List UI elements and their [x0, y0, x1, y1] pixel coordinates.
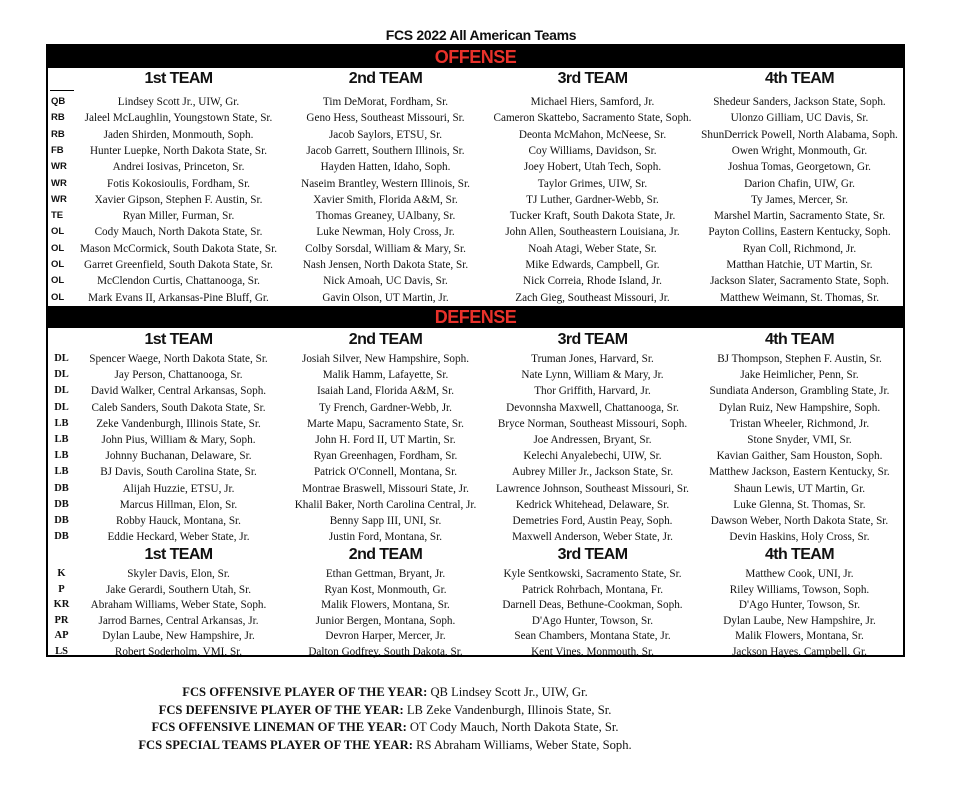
player-cell: Sundiata Anderson, Grambling State, Jr.: [709, 385, 890, 398]
player-cell: Joe Andressen, Bryant, Sr.: [533, 434, 652, 446]
player-cell: Jay Person, Chattanooga, Sr.: [114, 369, 243, 382]
player-cell: Justin Ford, Montana, Sr.: [328, 531, 443, 544]
team-header-1: 1st TEAM: [144, 546, 213, 563]
player-cell: Kent Vines, Monmouth, Sr.: [531, 646, 654, 658]
player-cell: Patrick O'Connell, Montana, Sr.: [313, 466, 458, 479]
position-label: LB: [54, 434, 69, 445]
player-cell: Jaleel McLaughlin, Youngstown State, Sr.: [84, 112, 273, 125]
position-label: DB: [54, 482, 69, 494]
player-cell: John Allen, Southeastern Louisiana, Jr.: [505, 226, 680, 239]
player-cell: BJ Davis, South Carolina State, Sr.: [100, 466, 257, 479]
player-cell: Michael Hiers, Samford, Jr.: [530, 96, 655, 108]
table-row: [48, 241, 903, 257]
player-cell: Bryce Norman, Southeast Missouri, Soph.: [497, 417, 688, 430]
player-cell: Mark Evans II, Arkansas-Pine Bluff, Gr.: [88, 291, 269, 304]
player-cell: Dalton Godfrey, South Dakota, Sr.: [308, 646, 463, 658]
player-cell: Sean Chambers, Montana State, Jr.: [514, 630, 671, 643]
player-cell: Cody Mauch, North Dakota State, Sr.: [94, 226, 263, 239]
position-label: OL: [51, 226, 65, 238]
position-label: DB: [54, 515, 69, 526]
position-label: TE: [51, 210, 64, 222]
position-label: DL: [54, 369, 69, 381]
table-row: [48, 383, 903, 399]
player-cell: Matthew Weimann, St. Thomas, Sr.: [719, 291, 880, 304]
award-label: FCS OFFENSIVE LINEMAN OF THE YEAR:: [151, 720, 407, 734]
table-row: [48, 94, 903, 110]
player-cell: Jarrod Barnes, Central Arkansas, Jr.: [98, 614, 259, 627]
player-cell: Truman Jones, Harvard, Sr.: [531, 353, 654, 365]
player-cell: Spencer Waege, North Dakota State, Sr.: [89, 353, 268, 365]
team-header-3: 3rd TEAM: [557, 331, 628, 348]
player-cell: Kelechi Anyalebechi, UIW, Sr.: [523, 450, 662, 463]
player-cell: Fotis Kokosioulis, Fordham, Sr.: [107, 177, 250, 190]
player-cell: Nash Jensen, North Dakota State, Sr.: [302, 259, 469, 271]
player-cell: Marcus Hillman, Elon, Sr.: [119, 498, 238, 511]
award-winner: LB Zeke Vandenburgh, Illinois State, Sr.: [406, 702, 612, 717]
table-row: [48, 481, 903, 497]
award-winner: RS Abraham Williams, Weber State, Soph.: [416, 737, 632, 752]
player-cell: Shedeur Sanders, Jackson State, Soph.: [713, 96, 886, 108]
table-row: [48, 513, 903, 529]
position-label: RB: [51, 128, 65, 140]
table-row: [48, 448, 903, 464]
player-cell: Nick Correia, Rhode Island, Jr.: [523, 275, 662, 288]
player-cell: Jacob Garrett, Southern Illinois, Sr.: [306, 144, 465, 157]
position-label: WR: [51, 193, 67, 205]
player-cell: Josiah Silver, New Hampshire, Soph.: [301, 353, 470, 365]
player-cell: Johnny Buchanan, Delaware, Sr.: [105, 450, 252, 463]
player-cell: Dylan Laube, New Hampshire, Jr.: [723, 614, 876, 627]
table-row: [48, 273, 903, 289]
player-cell: Skyler Davis, Elon, Sr.: [127, 568, 230, 580]
award-line: [0, 702, 770, 720]
player-cell: Jake Gerardi, Southern Utah, Sr.: [105, 583, 252, 596]
table-row: [48, 290, 903, 306]
player-cell: Ryan Miller, Furman, Sr.: [122, 210, 235, 223]
player-cell: Joshua Tomas, Georgetown, Gr.: [728, 161, 871, 174]
player-cell: Aubrey Miller Jr., Jackson State, Sr.: [511, 466, 674, 479]
player-cell: Ty French, Gardner-Webb, Jr.: [319, 401, 452, 414]
position-label: PR: [54, 614, 69, 626]
team-header-3: 3rd TEAM: [557, 546, 628, 563]
player-cell: Kyle Sentkowski, Sacramento State, Sr.: [503, 568, 682, 580]
player-cell: Cameron Skattebo, Sacramento State, Soph.: [493, 112, 692, 125]
player-cell: Mason McCormick, South Dakota State, Sr.: [79, 242, 277, 255]
player-cell: Marshel Martin, Sacramento State, Sr.: [713, 210, 886, 223]
position-label: AP: [54, 630, 69, 642]
position-label: FB: [51, 144, 64, 156]
player-cell: Benny Sapp III, UNI, Sr.: [329, 515, 442, 527]
position-label: OL: [51, 259, 65, 270]
player-cell: Kedrick Whitehead, Delaware, Sr.: [515, 498, 670, 511]
player-cell: Coy Williams, Davidson, Sr.: [528, 144, 657, 157]
player-cell: Nate Lynn, William & Mary, Jr.: [521, 369, 664, 382]
player-cell: Devin Haskins, Holy Cross, Sr.: [729, 531, 870, 544]
player-cell: Luke Newman, Holy Cross, Jr.: [316, 226, 455, 239]
position-label: DB: [54, 498, 69, 510]
player-cell: Patrick Rohrbach, Montana, Fr.: [521, 583, 664, 596]
player-cell: Dylan Ruiz, New Hampshire, Soph.: [718, 401, 881, 414]
player-cell: Nick Amoah, UC Davis, Sr.: [323, 275, 448, 288]
table-row: [48, 400, 903, 416]
table-row: [48, 159, 903, 175]
award-line: [0, 737, 770, 755]
player-cell: Thor Griffith, Harvard, Jr.: [534, 385, 651, 398]
table-row: [48, 529, 903, 545]
player-cell: Deonta McMahon, McNeese, Sr.: [518, 128, 667, 141]
player-cell: Kavian Gaither, Sam Houston, Soph.: [716, 450, 883, 463]
page-title: FCS 2022 All American Teams: [385, 27, 577, 43]
player-cell: Shaun Lewis, UT Martin, Gr.: [733, 482, 866, 495]
player-cell: Thomas Greaney, UAlbany, Sr.: [315, 210, 456, 223]
player-cell: Colby Sorsdal, William & Mary, Sr.: [305, 242, 466, 255]
team-header-2: 2nd TEAM: [348, 546, 423, 563]
team-header-4: 4th TEAM: [765, 331, 834, 348]
player-cell: Matthew Cook, UNI, Jr.: [745, 568, 854, 580]
table-row: [48, 127, 903, 143]
player-cell: Jake Heimlicher, Penn, Sr.: [740, 369, 859, 382]
player-cell: Demetries Ford, Austin Peay, Soph.: [512, 515, 673, 527]
team-header-4: 4th TEAM: [765, 70, 834, 87]
player-cell: TJ Luther, Gardner-Webb, Sr.: [526, 193, 659, 206]
table-row: [48, 143, 903, 159]
player-cell: Darnell Deas, Bethune-Cookman, Soph.: [502, 599, 683, 612]
player-cell: Isaiah Land, Florida A&M, Sr.: [316, 385, 455, 398]
player-cell: Garret Greenfield, South Dakota State, Sr.: [84, 259, 273, 271]
player-cell: Noah Atagi, Weber State, Sr.: [528, 242, 657, 255]
table-row: [48, 613, 903, 629]
position-label: RB: [51, 112, 65, 124]
player-cell: Devonnsha Maxwell, Chattanooga, Sr.: [506, 401, 679, 414]
player-cell: Lindsey Scott Jr., UIW, Gr.: [117, 96, 240, 108]
position-column-rule: [50, 90, 74, 91]
player-cell: Jackson Hayes, Campbell, Gr.: [732, 646, 867, 658]
defense-team-headers: [48, 331, 903, 349]
player-cell: Owen Wright, Monmouth, Gr.: [731, 144, 868, 157]
position-label: P: [58, 583, 65, 595]
team-header-4: 4th TEAM: [765, 546, 834, 563]
team-header-3: 3rd TEAM: [557, 70, 628, 87]
table-row: [48, 367, 903, 383]
table-row: [48, 644, 903, 660]
team-header-1: 1st TEAM: [144, 70, 213, 87]
table-row: [48, 597, 903, 613]
player-cell: Marte Mapu, Sacramento State, Sr.: [307, 417, 464, 430]
player-cell: John H. Ford II, UT Martin, Sr.: [315, 434, 456, 446]
special-team-headers: [48, 546, 903, 564]
player-cell: Luke Glenna, St. Thomas, Sr.: [733, 498, 866, 511]
table-row: [48, 351, 903, 367]
player-cell: Robert Soderholm, VMI, Sr.: [114, 646, 243, 658]
player-cell: Ryan Kost, Monmouth, Gr.: [324, 583, 447, 596]
table-row: [48, 224, 903, 240]
player-cell: Xavier Gipson, Stephen F. Austin, Sr.: [94, 193, 263, 206]
player-cell: Dawson Weber, North Dakota State, Sr.: [710, 515, 889, 527]
player-cell: Malik Hamm, Lafayette, Sr.: [322, 369, 449, 382]
player-cell: John Pius, William & Mary, Soph.: [101, 434, 256, 446]
position-label: LS: [55, 646, 68, 657]
table-row: [48, 257, 903, 273]
award-label: FCS SPECIAL TEAMS PLAYER OF THE YEAR:: [138, 737, 413, 752]
player-cell: Andrei Iosivas, Princeton, Sr.: [112, 161, 245, 174]
player-cell: David Walker, Central Arkansas, Soph.: [90, 385, 267, 398]
award-winner: QB Lindsey Scott Jr., UIW, Gr.: [430, 685, 588, 699]
player-cell: ShunDerrick Powell, North Alabama, Soph.: [701, 128, 898, 141]
player-cell: Lawrence Johnson, Southeast Missouri, Sr.: [496, 482, 689, 495]
player-cell: Ryan Greenhagen, Fordham, Sr.: [313, 450, 458, 463]
player-cell: D'Ago Hunter, Towson, Sr.: [738, 599, 861, 612]
position-label: QB: [51, 96, 66, 107]
award-line: [0, 719, 770, 737]
player-cell: McClendon Curtis, Chattanooga, Sr.: [97, 275, 260, 288]
player-cell: Ethan Gettman, Bryant, Jr.: [325, 568, 446, 580]
player-cell: Khalil Baker, North Carolina Central, Jr.: [294, 498, 477, 511]
award-line: [0, 684, 770, 702]
table-row: [48, 432, 903, 448]
player-cell: Payton Collins, Eastern Kentucky, Soph.: [708, 226, 891, 239]
player-cell: Taylor Grimes, UIW, Sr.: [537, 177, 648, 190]
player-cell: D'Ago Hunter, Towson, Sr.: [531, 614, 654, 627]
award-label: FCS DEFENSIVE PLAYER OF THE YEAR:: [158, 702, 404, 717]
player-cell: Malik Flowers, Montana, Sr.: [321, 599, 450, 612]
award-winner: OT Cody Mauch, North Dakota State, Sr.: [409, 720, 619, 734]
table-row: [48, 628, 903, 644]
position-label: OL: [51, 275, 65, 287]
player-cell: Tucker Kraft, South Dakota State, Jr.: [509, 210, 676, 223]
player-cell: Jackson Slater, Sacramento State, Soph.: [710, 275, 889, 288]
position-label: WR: [51, 161, 67, 173]
player-cell: Dylan Laube, New Hampshire, Jr.: [102, 630, 255, 643]
player-cell: Alijah Huzzie, ETSU, Jr.: [122, 482, 235, 495]
position-label: DL: [54, 401, 69, 413]
player-cell: Hunter Luepke, North Dakota State, Sr.: [89, 144, 268, 157]
position-label: DL: [54, 353, 69, 364]
player-cell: Joey Hobert, Utah Tech, Soph.: [523, 161, 662, 174]
table-row: [48, 176, 903, 192]
position-label: LB: [54, 466, 69, 478]
position-label: K: [57, 568, 66, 579]
player-cell: BJ Thompson, Stephen F. Austin, Sr.: [717, 353, 882, 365]
table-row: [48, 566, 903, 582]
player-cell: Zeke Vandenburgh, Illinois State, Sr.: [96, 417, 261, 430]
player-cell: Robby Hauck, Montana, Sr.: [116, 515, 241, 527]
player-cell: Mike Edwards, Campbell, Gr.: [525, 259, 660, 271]
offense-banner: OFFENSE: [48, 46, 903, 68]
team-header-1: 1st TEAM: [144, 331, 213, 348]
position-label: DL: [54, 385, 69, 397]
player-cell: Devron Harper, Mercer, Jr.: [325, 630, 446, 643]
player-cell: Maxwell Anderson, Weber State, Jr.: [512, 531, 673, 544]
position-label: KR: [53, 599, 70, 611]
teams-table: [46, 44, 905, 657]
player-cell: Tim DeMorat, Fordham, Sr.: [322, 96, 449, 108]
table-row: [48, 497, 903, 513]
player-cell: Matthan Hatchie, UT Martin, Sr.: [726, 259, 873, 271]
player-cell: Jaden Shirden, Monmouth, Soph.: [103, 128, 254, 141]
player-cell: Eddie Heckard, Weber State, Jr.: [107, 531, 250, 544]
table-row: [48, 416, 903, 432]
player-cell: Matthew Jackson, Eastern Kentucky, Sr.: [709, 466, 890, 479]
player-cell: Naseim Brantley, Western Illinois, Sr.: [301, 177, 470, 190]
player-cell: Stone Snyder, VMI, Sr.: [747, 434, 852, 446]
player-cell: Jacob Saylors, ETSU, Sr.: [328, 128, 443, 141]
player-cell: Hayden Hatten, Idaho, Soph.: [320, 161, 451, 174]
player-cell: Zach Gieg, Southeast Missouri, Jr.: [515, 291, 670, 304]
player-cell: Darion Chafin, UIW, Gr.: [744, 177, 855, 190]
player-cell: Ryan Coll, Richmond, Jr.: [742, 242, 857, 255]
player-cell: Ulonzo Gilliam, UC Davis, Sr.: [730, 112, 869, 125]
position-label: OL: [51, 242, 65, 254]
table-row: [48, 110, 903, 126]
player-cell: Malik Flowers, Montana, Sr.: [735, 630, 864, 643]
position-label: DB: [54, 531, 69, 543]
table-row: [48, 582, 903, 598]
defense-banner: DEFENSE: [48, 306, 903, 328]
award-label: FCS OFFENSIVE PLAYER OF THE YEAR:: [182, 685, 428, 699]
table-row: [48, 464, 903, 480]
team-header-2: 2nd TEAM: [348, 331, 423, 348]
player-cell: Geno Hess, Southeast Missouri, Sr.: [306, 112, 465, 125]
player-cell: Caleb Sanders, South Dakota State, Sr.: [91, 401, 266, 414]
player-cell: Riley Williams, Towson, Soph.: [729, 583, 870, 596]
table-row: [48, 192, 903, 208]
position-label: OL: [51, 291, 65, 303]
position-label: LB: [54, 450, 69, 462]
table-row: [48, 208, 903, 224]
player-cell: Tristan Wheeler, Richmond, Jr.: [729, 417, 870, 430]
player-cell: Gavin Olson, UT Martin, Jr.: [322, 291, 449, 304]
player-cell: Ty James, Mercer, Sr.: [751, 193, 848, 206]
position-label: WR: [51, 177, 67, 189]
player-cell: Junior Bergen, Montana, Soph.: [315, 614, 456, 627]
position-label: LB: [54, 417, 69, 429]
offense-team-headers: [48, 70, 903, 88]
awards-list: [0, 684, 770, 754]
player-cell: Xavier Smith, Florida A&M, Sr.: [313, 193, 458, 206]
team-header-2: 2nd TEAM: [348, 70, 423, 87]
player-cell: Abraham Williams, Weber State, Soph.: [90, 599, 267, 612]
player-cell: Montrae Braswell, Missouri State, Jr.: [302, 482, 469, 495]
